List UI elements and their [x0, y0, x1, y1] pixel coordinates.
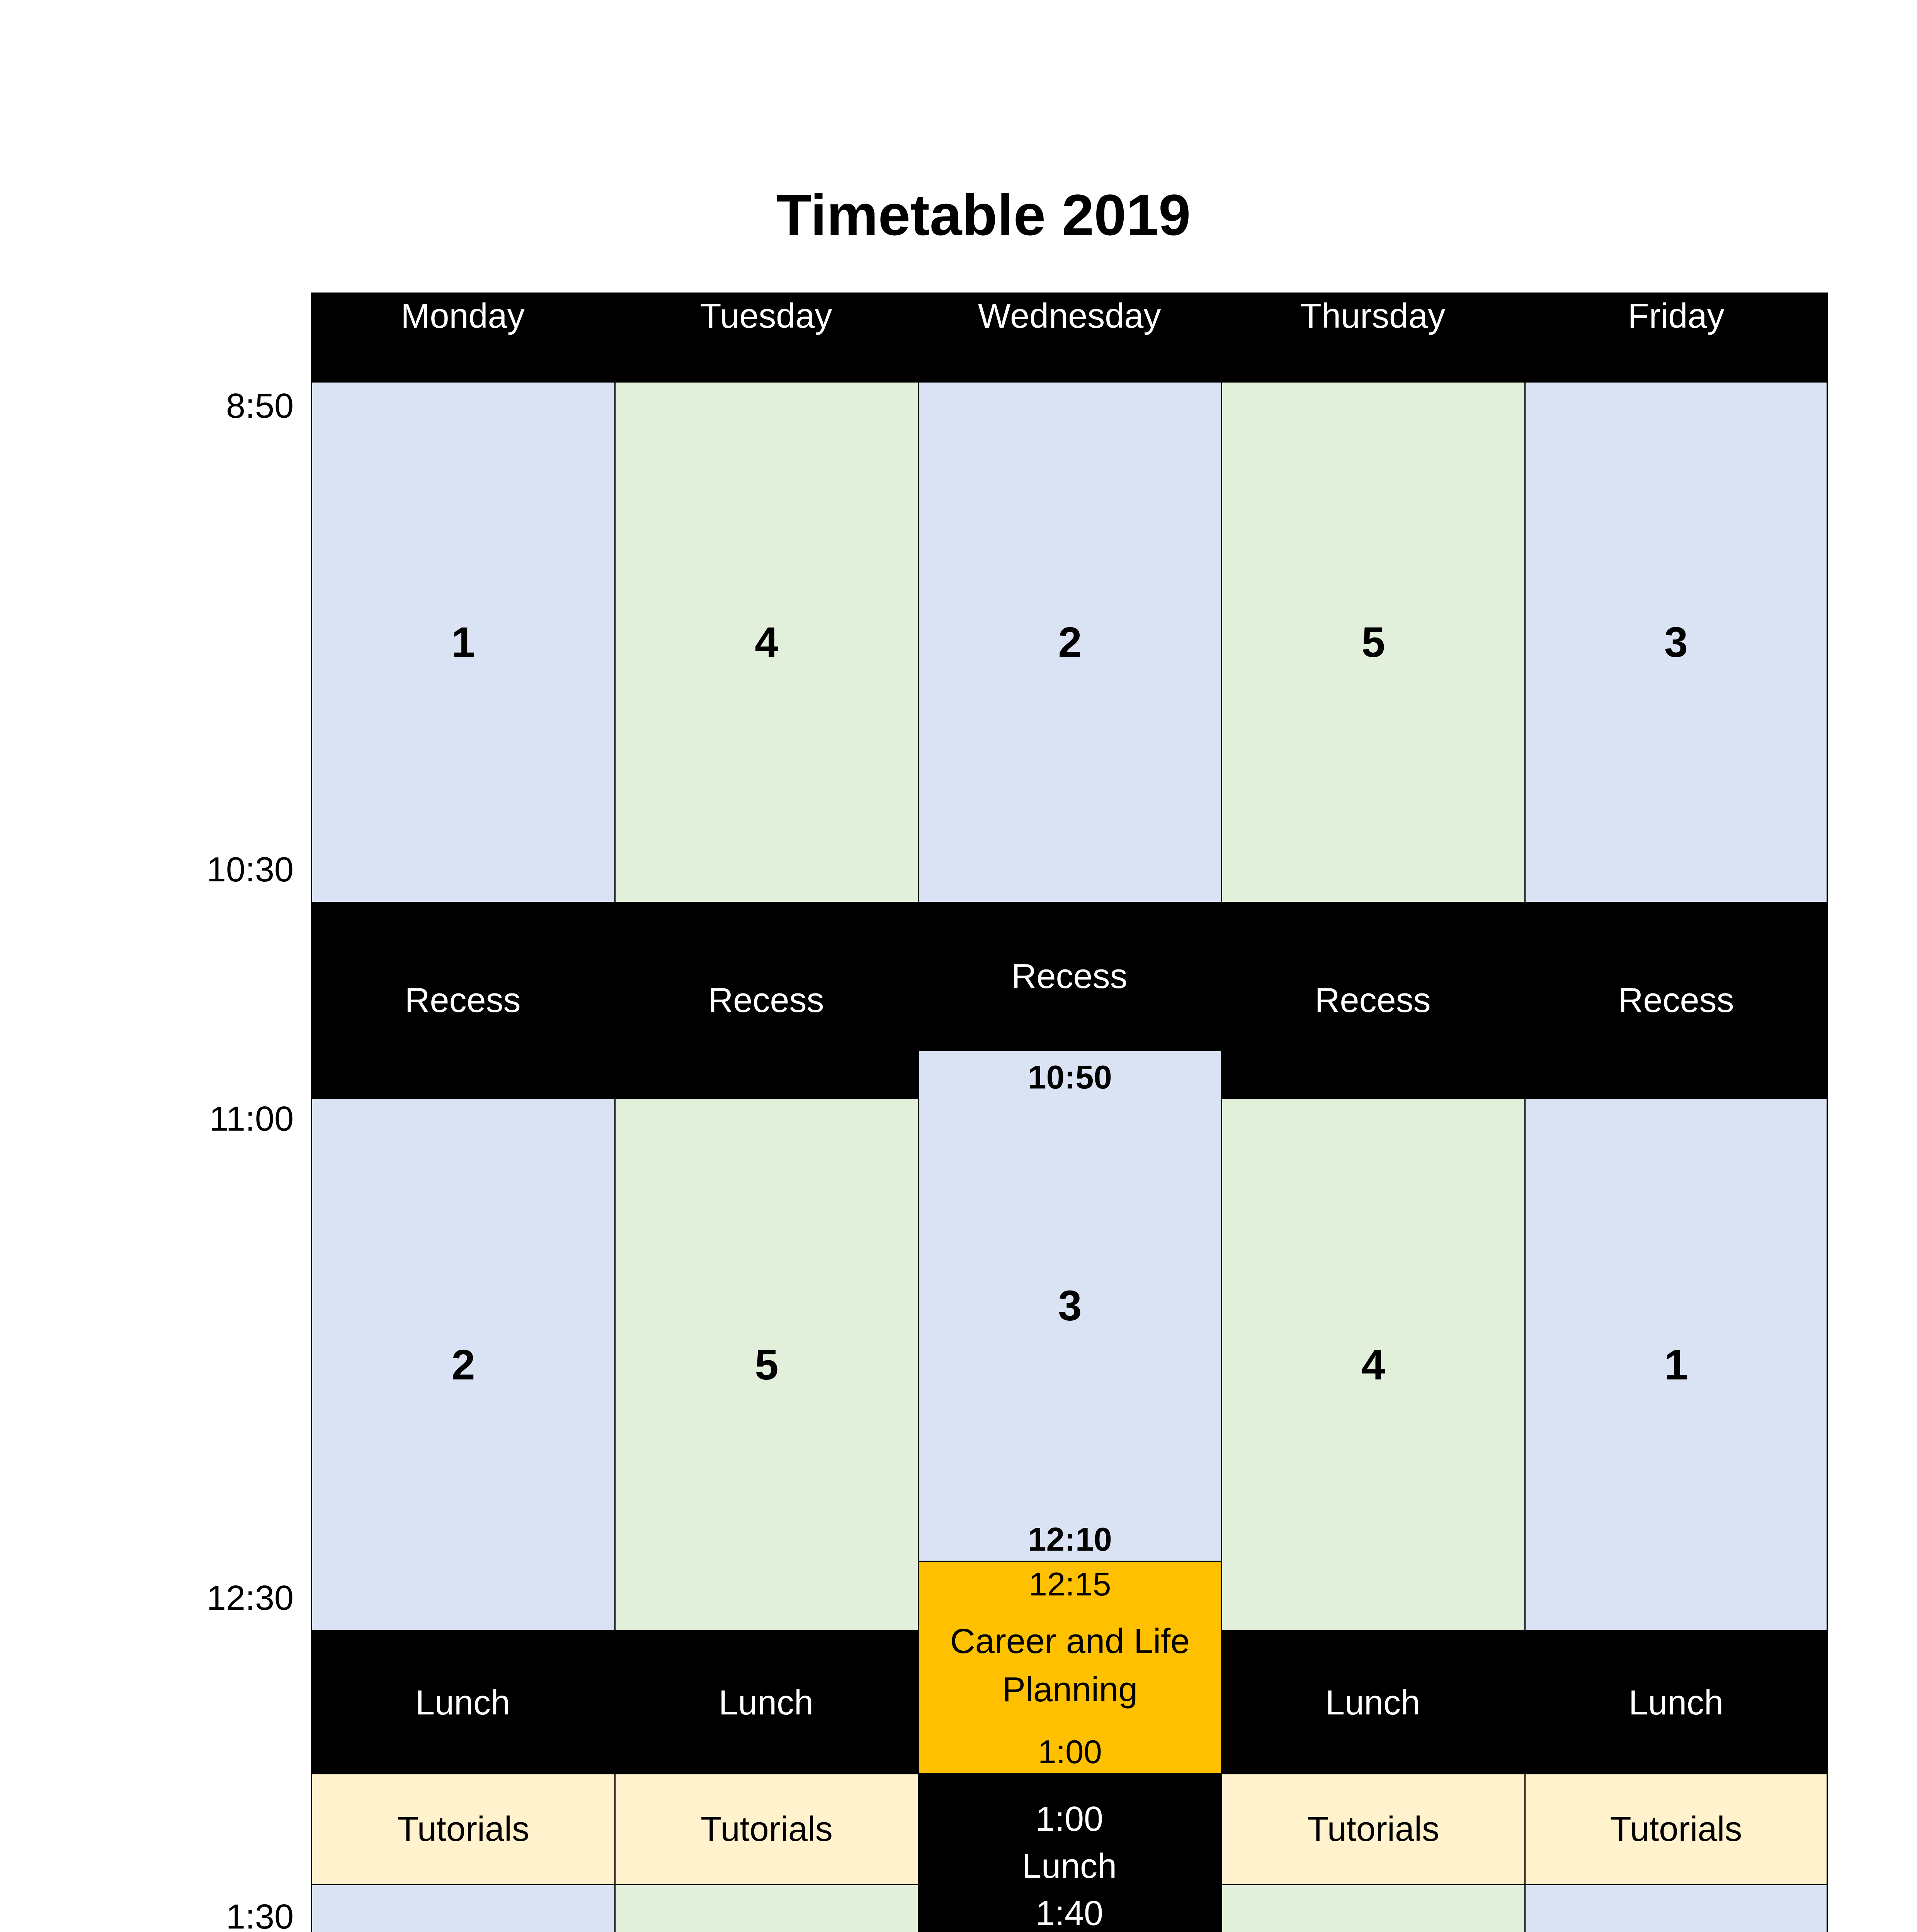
day-header-monday: Monday [311, 293, 614, 381]
clp-label: Career and Life Planning [950, 1622, 1190, 1709]
wednesday-block2-start-time: 10:50 [1028, 1059, 1112, 1096]
tutorials-cell-friday: Tutorials [1524, 1773, 1828, 1885]
clp-end-time: 1:00 [1038, 1734, 1102, 1770]
period-cell-wednesday-1: 2 [918, 381, 1222, 903]
wednesday-lunch-end-time: 1:40 [1035, 1894, 1104, 1932]
lunch-cell-wednesday [918, 1774, 1221, 1932]
period-cell-thursday-2: 4 [1221, 1098, 1526, 1631]
time-label-1100: 11:00 [209, 1100, 294, 1138]
tutorials-cell-monday: Tutorials [311, 1773, 616, 1885]
time-label-130: 1:30 [226, 1898, 294, 1932]
recess-cell-wednesday: Recess [918, 903, 1221, 1050]
day-header-wednesday: Wednesday [918, 293, 1221, 381]
period-cell-tuesday-2: 5 [614, 1098, 919, 1631]
period-cell-tuesday-1: 4 [614, 381, 919, 903]
recess-cell-friday: Recess [1524, 903, 1828, 1098]
wednesday-lunch-label: Lunch [1022, 1847, 1117, 1886]
day-header-friday: Friday [1524, 293, 1828, 381]
time-label-1230: 12:30 [206, 1579, 294, 1617]
wednesday-lunch-start-time: 1:00 [1035, 1799, 1104, 1838]
page-title: Timetable 2019 [776, 182, 1191, 247]
period-cell-monday-2: 2 [311, 1098, 616, 1631]
lunch-cell-thursday: Lunch [1221, 1631, 1524, 1774]
wednesday-block2-end-time: 12:10 [1028, 1521, 1112, 1558]
tutorials-cell-thursday: Tutorials [1221, 1773, 1526, 1885]
day-header-tuesday: Tuesday [614, 293, 918, 381]
period-number: 3 [1058, 1282, 1082, 1330]
recess-cell-thursday: Recess [1221, 903, 1524, 1098]
lunch-cell-friday: Lunch [1524, 1631, 1828, 1774]
period-cell-monday-1: 1 [311, 381, 616, 903]
period-cell-monday-3 [311, 1884, 616, 1932]
career-and-life-planning-cell [918, 1561, 1222, 1774]
period-cell-friday-3 [1524, 1884, 1828, 1932]
recess-cell-monday: Recess [311, 903, 614, 1098]
period-cell-thursday-1: 5 [1221, 381, 1526, 903]
period-cell-wednesday-2 [918, 1050, 1222, 1562]
period-cell-friday-2: 1 [1524, 1098, 1828, 1631]
tutorials-cell-tuesday: Tutorials [614, 1773, 919, 1885]
period-cell-thursday-3 [1221, 1884, 1526, 1932]
time-label-850: 8:50 [226, 387, 294, 425]
clp-start-time: 12:15 [1029, 1566, 1111, 1603]
timetable-grid [311, 293, 1828, 1932]
recess-cell-tuesday: Recess [614, 903, 918, 1098]
lunch-cell-tuesday: Lunch [614, 1631, 918, 1774]
period-cell-tuesday-3 [614, 1884, 919, 1932]
lunch-cell-monday: Lunch [311, 1631, 614, 1774]
time-label-1030: 10:30 [206, 850, 294, 889]
period-cell-friday-1: 3 [1524, 381, 1828, 903]
day-header-thursday: Thursday [1221, 293, 1524, 381]
